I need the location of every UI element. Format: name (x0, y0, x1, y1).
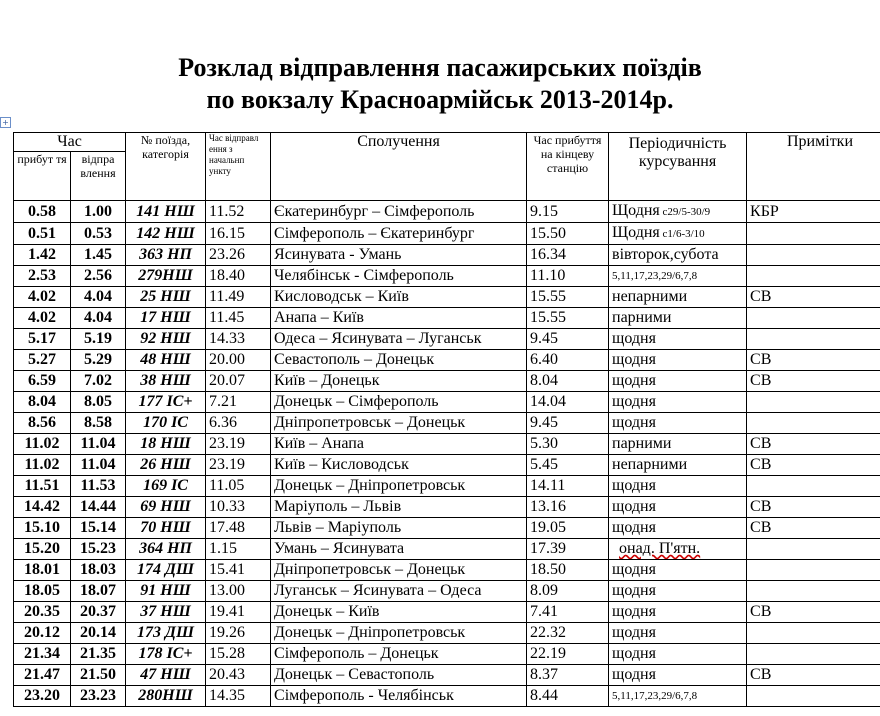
train-cell: 280НШ (126, 686, 206, 707)
train-cell: 47 НШ (126, 665, 206, 686)
periodicity-cell (609, 350, 747, 371)
arrival-cell: 11.02 (14, 434, 71, 455)
departure-cell: 11.04 (71, 455, 126, 476)
table-row (14, 287, 880, 308)
notes-cell: СВ (747, 455, 880, 476)
departure-cell: 4.04 (71, 308, 126, 329)
periodicity-cell (609, 434, 747, 455)
train-cell: 26 НШ (126, 455, 206, 476)
departure-cell: 18.03 (71, 560, 126, 581)
route-cell: Донецьк – Дніпропетровськ (271, 623, 527, 644)
periodicity-text: Щодня (612, 224, 660, 241)
page-title-line-1: Розклад відправлення пасажирських поїздів (178, 53, 702, 82)
origin-time-cell: 19.26 (206, 623, 271, 644)
route-cell: Київ – Донецьк (271, 371, 527, 392)
departure-cell: 23.23 (71, 686, 126, 707)
dest-time-cell: 7.41 (527, 602, 609, 623)
dest-time-cell: 8.09 (527, 581, 609, 602)
notes-cell: СВ (747, 350, 880, 371)
periodicity-text: щодня (612, 603, 656, 620)
dest-time-cell: 17.39 (527, 539, 609, 560)
periodicity-text: Щодня (612, 202, 660, 219)
periodicity-cell (609, 245, 747, 266)
periodicity-cell (609, 518, 747, 539)
origin-time-cell: 11.05 (206, 476, 271, 497)
periodicity-cell (609, 329, 747, 350)
train-cell: 173 ДШ (126, 623, 206, 644)
notes-cell: СВ (747, 518, 880, 539)
origin-time-cell: 15.28 (206, 644, 271, 665)
departure-cell: 15.23 (71, 539, 126, 560)
arrival-cell: 6.59 (14, 371, 71, 392)
dest-time-cell: 8.37 (527, 665, 609, 686)
train-cell: 48 НШ (126, 350, 206, 371)
periodicity-cell (609, 602, 747, 623)
origin-time-cell: 10.33 (206, 497, 271, 518)
departure-cell: 20.14 (71, 623, 126, 644)
departure-cell: 0.53 (71, 223, 126, 245)
arrival-cell: 18.05 (14, 581, 71, 602)
departure-cell: 1.45 (71, 245, 126, 266)
notes-cell (747, 329, 880, 350)
dest-time-cell: 19.05 (527, 518, 609, 539)
route-cell: Сімферополь - Челябінськ (271, 686, 527, 707)
arrival-cell: 0.58 (14, 201, 71, 223)
route-cell: Севастополь – Донецьк (271, 350, 527, 371)
dest-time-cell: 9.15 (527, 201, 609, 223)
origin-time-cell: 6.36 (206, 413, 271, 434)
route-cell: Одеса – Ясинувата – Луганськ (271, 329, 527, 350)
periodicity-text: щодня (612, 414, 656, 431)
arrival-cell: 8.56 (14, 413, 71, 434)
arrival-cell: 1.42 (14, 245, 71, 266)
periodicity-cell (609, 266, 747, 287)
periodicity-text: щодня (612, 561, 656, 578)
route-cell: Дніпропетровськ – Донецьк (271, 413, 527, 434)
departure-cell: 14.44 (71, 497, 126, 518)
origin-time-cell: 19.41 (206, 602, 271, 623)
periodicity-cell (609, 665, 747, 686)
route-cell: Київ – Кисловодськ (271, 455, 527, 476)
arrival-cell: 2.53 (14, 266, 71, 287)
periodicity-text: онад. П'ятн. (619, 540, 701, 557)
origin-time-cell: 11.45 (206, 308, 271, 329)
periodicity-note: с1/6-3/10 (659, 228, 705, 240)
dest-time-cell: 16.34 (527, 245, 609, 266)
periodicity-text: щодня (612, 666, 656, 683)
notes-cell (747, 413, 880, 434)
arrival-cell: 0.51 (14, 223, 71, 245)
route-cell: Львів – Маріуполь (271, 518, 527, 539)
train-cell: 38 НШ (126, 371, 206, 392)
notes-cell: СВ (747, 434, 880, 455)
header-route: Сполучення (271, 133, 527, 201)
table-row (14, 476, 880, 497)
dest-time-cell: 15.55 (527, 308, 609, 329)
notes-cell: СВ (747, 287, 880, 308)
periodicity-cell (609, 539, 747, 560)
origin-time-cell: 14.35 (206, 686, 271, 707)
route-cell: Дніпропетровськ – Донецьк (271, 560, 527, 581)
route-cell: Кисловодськ – Київ (271, 287, 527, 308)
table-row (14, 223, 880, 245)
header-dest-time: Час прибуття на кінцеву станцію (527, 133, 609, 201)
departure-cell: 8.05 (71, 392, 126, 413)
table-row (14, 329, 880, 350)
table-row (14, 686, 880, 707)
departure-cell: 5.29 (71, 350, 126, 371)
table-row (14, 413, 880, 434)
train-cell: 178 ІС+ (126, 644, 206, 665)
periodicity-cell (609, 497, 747, 518)
header-origin-time: Час відправл ення з начальнп ункту (206, 133, 271, 201)
arrival-cell: 5.17 (14, 329, 71, 350)
origin-time-cell: 14.33 (206, 329, 271, 350)
table-row (14, 497, 880, 518)
notes-cell (747, 476, 880, 497)
train-cell: 169 ІС (126, 476, 206, 497)
periodicity-note: с29/5-30/9 (659, 206, 711, 218)
header-row-1 (14, 133, 880, 152)
table-row (14, 602, 880, 623)
dest-time-cell: 6.40 (527, 350, 609, 371)
departure-cell: 4.04 (71, 287, 126, 308)
arrival-cell: 21.47 (14, 665, 71, 686)
periodicity-text: щодня (612, 477, 656, 494)
periodicity-text: вівторок,субота (612, 246, 719, 263)
train-cell: 142 НШ (126, 223, 206, 245)
table-row (14, 539, 880, 560)
periodicity-cell (609, 455, 747, 476)
train-cell: 37 НШ (126, 602, 206, 623)
arrival-cell: 11.02 (14, 455, 71, 476)
periodicity-text: щодня (612, 519, 656, 536)
dest-time-cell: 13.16 (527, 497, 609, 518)
train-cell: 70 НШ (126, 518, 206, 539)
dest-time-cell: 5.45 (527, 455, 609, 476)
table-row (14, 455, 880, 476)
notes-cell (747, 560, 880, 581)
departure-cell: 11.04 (71, 434, 126, 455)
departure-cell: 11.53 (71, 476, 126, 497)
dest-time-cell: 15.55 (527, 287, 609, 308)
table-row (14, 350, 880, 371)
departure-cell: 8.58 (71, 413, 126, 434)
notes-cell (747, 581, 880, 602)
dest-time-cell: 8.44 (527, 686, 609, 707)
train-cell: 91 НШ (126, 581, 206, 602)
train-cell: 25 НШ (126, 287, 206, 308)
route-cell: Ясинувата - Умань (271, 245, 527, 266)
periodicity-text: 5,11,17,23,29/6,7,8 (612, 690, 698, 702)
periodicity-cell (609, 686, 747, 707)
periodicity-cell (609, 581, 747, 602)
header-departure: відпра влення (71, 152, 126, 201)
train-cell: 174 ДШ (126, 560, 206, 581)
train-cell: 170 ІС (126, 413, 206, 434)
origin-time-cell: 23.26 (206, 245, 271, 266)
train-cell: 141 НШ (126, 201, 206, 223)
header-notes: Примітки (747, 133, 880, 201)
periodicity-text: щодня (612, 372, 656, 389)
dest-time-cell: 9.45 (527, 329, 609, 350)
table-row (14, 644, 880, 665)
table-row (14, 392, 880, 413)
route-cell: Донецьк – Дніпропетровськ (271, 476, 527, 497)
arrival-cell: 4.02 (14, 308, 71, 329)
departure-cell: 2.56 (71, 266, 126, 287)
departure-cell: 21.50 (71, 665, 126, 686)
departure-cell: 5.19 (71, 329, 126, 350)
origin-time-cell: 13.00 (206, 581, 271, 602)
notes-cell: КБР (747, 201, 880, 223)
dest-time-cell: 22.32 (527, 623, 609, 644)
table-row (14, 560, 880, 581)
notes-cell (747, 392, 880, 413)
origin-time-cell: 17.48 (206, 518, 271, 539)
table-row (14, 434, 880, 455)
header-train: № поїзда, категорія (126, 133, 206, 201)
departure-cell: 20.37 (71, 602, 126, 623)
table-row (14, 266, 880, 287)
notes-cell (747, 266, 880, 287)
periodicity-cell (609, 413, 747, 434)
departure-cell: 7.02 (71, 371, 126, 392)
departure-cell: 1.00 (71, 201, 126, 223)
origin-time-cell: 16.15 (206, 223, 271, 245)
train-cell: 92 НШ (126, 329, 206, 350)
departure-cell: 18.07 (71, 581, 126, 602)
route-cell: Київ – Анапа (271, 434, 527, 455)
periodicity-text: щодня (612, 330, 656, 347)
route-cell: Єкатеринбург – Сімферополь (271, 201, 527, 223)
dest-time-cell: 14.04 (527, 392, 609, 413)
departure-cell: 15.14 (71, 518, 126, 539)
arrival-cell: 15.10 (14, 518, 71, 539)
dest-time-cell: 18.50 (527, 560, 609, 581)
train-cell: 177 ІС+ (126, 392, 206, 413)
periodicity-cell (609, 308, 747, 329)
route-cell: Челябінськ - Сімферополь (271, 266, 527, 287)
origin-time-cell: 11.49 (206, 287, 271, 308)
periodicity-text: 5,11,17,23,29/6,7,8 (612, 270, 698, 282)
dest-time-cell: 14.11 (527, 476, 609, 497)
table-row (14, 665, 880, 686)
notes-cell (747, 686, 880, 707)
periodicity-cell (609, 223, 747, 245)
periodicity-text: щодня (612, 498, 656, 515)
departure-cell: 21.35 (71, 644, 126, 665)
route-cell: Донецьк – Сімферополь (271, 392, 527, 413)
arrival-cell: 11.51 (14, 476, 71, 497)
periodicity-cell (609, 201, 747, 223)
origin-time-cell: 20.43 (206, 665, 271, 686)
table-row (14, 201, 880, 223)
periodicity-cell (609, 287, 747, 308)
header-time: Час (14, 133, 126, 152)
train-cell: 364 НП (126, 539, 206, 560)
train-cell: 279НШ (126, 266, 206, 287)
route-cell: Луганськ – Ясинувата – Одеса (271, 581, 527, 602)
train-cell: 17 НШ (126, 308, 206, 329)
arrival-cell: 14.42 (14, 497, 71, 518)
table-row (14, 245, 880, 266)
table-row (14, 371, 880, 392)
table-row (14, 518, 880, 539)
origin-time-cell: 23.19 (206, 434, 271, 455)
train-cell: 18 НШ (126, 434, 206, 455)
periodicity-cell (609, 644, 747, 665)
origin-time-cell: 23.19 (206, 455, 271, 476)
notes-cell: СВ (747, 602, 880, 623)
periodicity-text: непарними (612, 288, 688, 305)
periodicity-text: непарними (612, 456, 688, 473)
arrival-cell: 23.20 (14, 686, 71, 707)
dest-time-cell: 8.04 (527, 371, 609, 392)
notes-cell: СВ (747, 665, 880, 686)
origin-time-cell: 7.21 (206, 392, 271, 413)
table-move-handle-icon[interactable]: + (0, 117, 11, 128)
origin-time-cell: 11.52 (206, 201, 271, 223)
route-cell: Умань – Ясинувата (271, 539, 527, 560)
arrival-cell: 4.02 (14, 287, 71, 308)
arrival-cell: 20.35 (14, 602, 71, 623)
periodicity-text: щодня (612, 624, 656, 641)
notes-cell (747, 644, 880, 665)
periodicity-cell (609, 371, 747, 392)
origin-time-cell: 15.41 (206, 560, 271, 581)
train-cell: 363 НП (126, 245, 206, 266)
schedule-table (13, 132, 880, 707)
origin-time-cell: 20.07 (206, 371, 271, 392)
periodicity-text: щодня (612, 582, 656, 599)
periodicity-cell (609, 560, 747, 581)
periodicity-text: парними (612, 435, 672, 452)
arrival-cell: 8.04 (14, 392, 71, 413)
periodicity-text: щодня (612, 645, 656, 662)
header-arrival: прибут тя (14, 152, 71, 201)
route-cell: Донецьк – Київ (271, 602, 527, 623)
origin-time-cell: 20.00 (206, 350, 271, 371)
origin-time-cell: 18.40 (206, 266, 271, 287)
dest-time-cell: 11.10 (527, 266, 609, 287)
arrival-cell: 21.34 (14, 644, 71, 665)
route-cell: Анапа – Київ (271, 308, 527, 329)
route-cell: Сімферополь – Єкатеринбург (271, 223, 527, 245)
dest-time-cell: 22.19 (527, 644, 609, 665)
periodicity-text: щодня (612, 351, 656, 368)
notes-cell (747, 308, 880, 329)
periodicity-cell (609, 392, 747, 413)
table-row (14, 581, 880, 602)
route-cell: Донецьк – Севастополь (271, 665, 527, 686)
periodicity-cell (609, 623, 747, 644)
train-cell: 69 НШ (126, 497, 206, 518)
arrival-cell: 18.01 (14, 560, 71, 581)
notes-cell: СВ (747, 371, 880, 392)
arrival-cell: 15.20 (14, 539, 71, 560)
notes-cell (747, 245, 880, 266)
arrival-cell: 20.12 (14, 623, 71, 644)
notes-cell (747, 539, 880, 560)
route-cell: Сімферополь – Донецьк (271, 644, 527, 665)
route-cell: Маріуполь – Львів (271, 497, 527, 518)
dest-time-cell: 15.50 (527, 223, 609, 245)
origin-time-cell: 1.15 (206, 539, 271, 560)
notes-cell (747, 223, 880, 245)
dest-time-cell: 9.45 (527, 413, 609, 434)
header-periodicity: Періодичність курсування (609, 133, 747, 201)
page-title-line-2: по вокзалу Красноармійськ 2013-2014р. (206, 85, 674, 114)
periodicity-cell (609, 476, 747, 497)
table-row (14, 623, 880, 644)
table-row (14, 308, 880, 329)
periodicity-text: парними (612, 309, 672, 326)
notes-cell: СВ (747, 497, 880, 518)
periodicity-text: щодня (612, 393, 656, 410)
notes-cell (747, 623, 880, 644)
arrival-cell: 5.27 (14, 350, 71, 371)
dest-time-cell: 5.30 (527, 434, 609, 455)
